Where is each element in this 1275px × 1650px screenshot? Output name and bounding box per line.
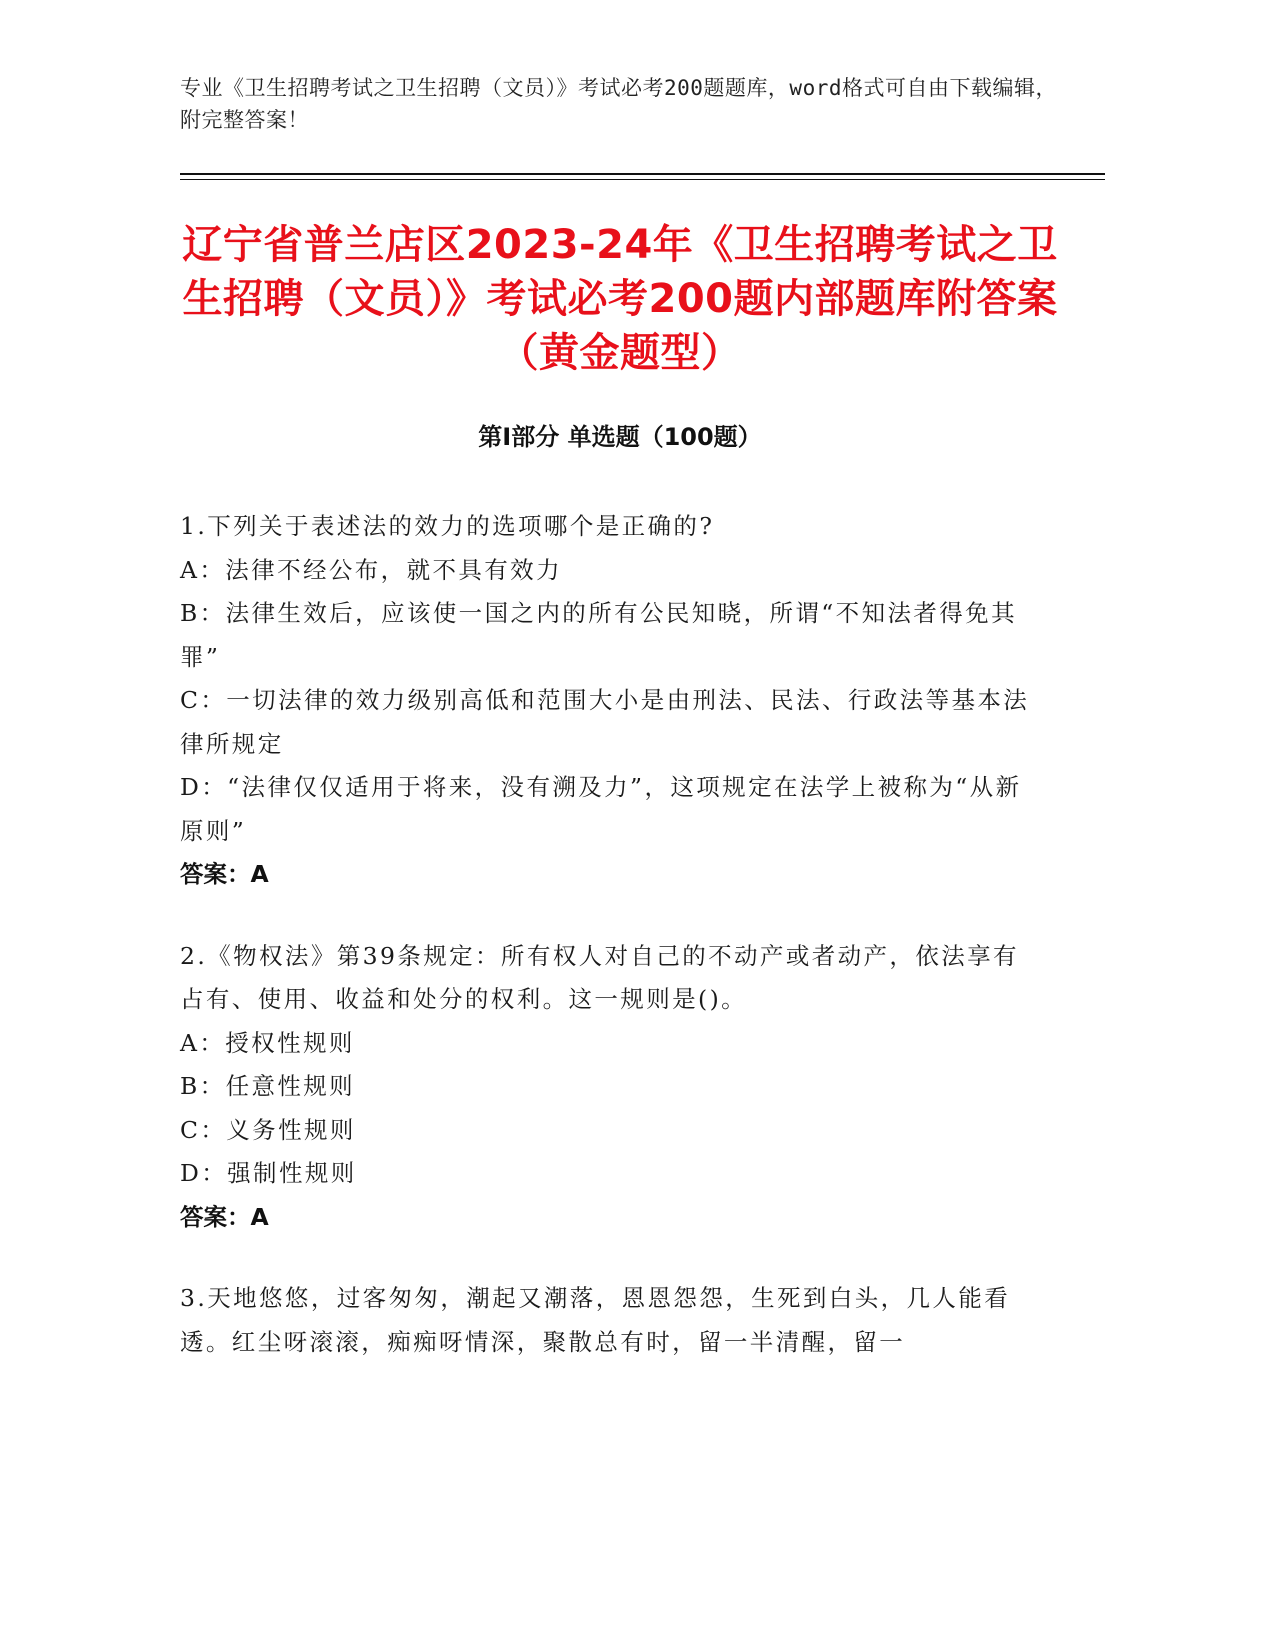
question-stem: 2.《物权法》第39条规定：所有权人对自己的不动产或者动产，依法享有占有、使用、收益和处分的权利。这一规则是()。	[180, 941, 1019, 1013]
header-divider-thin	[180, 179, 1105, 180]
question-stem: 3.天地悠悠，过客匆匆，潮起又潮落，恩恩怨怨，生死到白头，几人能看透。红尘呀滚滚，痴痴呀情深，聚散总有时，留一半清醒，留一	[180, 1284, 1011, 1356]
option-c: C：一切法律的效力级别高低和范围大小是由刑法、民法、行政法等基本法律所规定	[180, 686, 1030, 758]
question-1	[180, 505, 1040, 897]
answer-line: 答案：A	[180, 860, 269, 888]
option-a: A：法律不经公布，就不具有效力	[180, 555, 562, 584]
question-2	[180, 935, 1040, 1240]
question-3	[180, 1277, 1040, 1364]
answer-line: 答案：A	[180, 1202, 269, 1231]
option-c: C：义务性规则	[180, 1115, 356, 1144]
option-a: A：授权性规则	[180, 1028, 355, 1057]
option-b: B：任意性规则	[180, 1072, 356, 1100]
section-title: 第I部分 单选题（100题）	[478, 423, 762, 451]
document-title: 辽宁省普兰店区2023-24年《卫生招聘考试之卫生招聘（文员）》考试必考200题内部题库附答案（黄金题型）	[182, 222, 1058, 376]
header-note: 专业《卫生招聘考试之卫生招聘（文员）》考试必考200题题库，word格式可自由下载编辑，附完整答案！	[180, 76, 1057, 132]
option-d: D：强制性规则	[180, 1159, 357, 1187]
option-d: D：“法律仅仅适用于将来，没有溯及力”，这项规定在法学上被称为“从新原则”	[180, 773, 1022, 845]
header-divider-thick	[180, 173, 1105, 175]
question-stem: 1.下列关于表述法的效力的选项哪个是正确的?	[180, 512, 715, 540]
option-b: B：法律生效后，应该使一国之内的所有公民知晓，所谓“不知法者得免其罪”	[180, 599, 1017, 671]
question-list	[180, 505, 1040, 1402]
